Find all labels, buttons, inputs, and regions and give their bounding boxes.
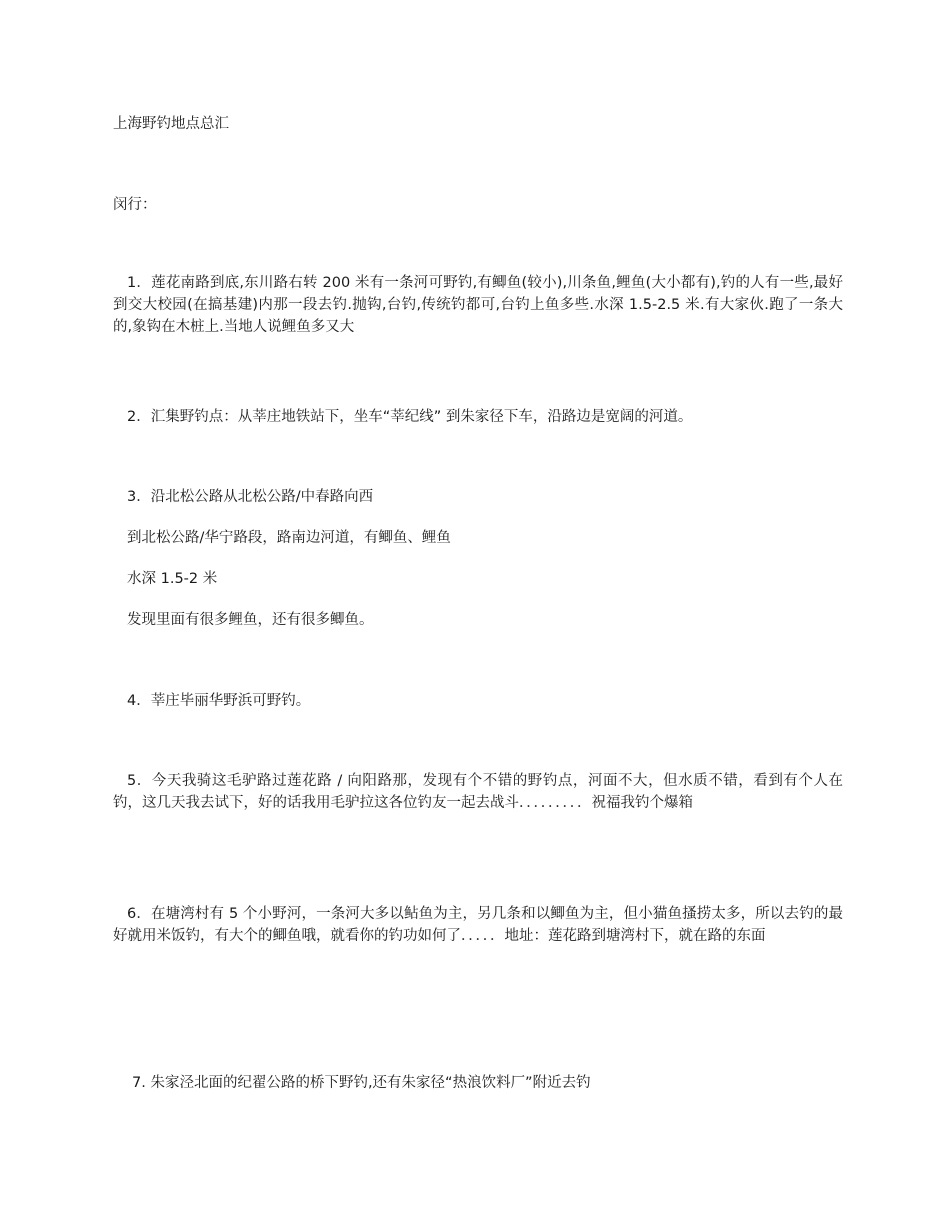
list-item-3: 3．沿北松公路从北松公路/中春路向西 — [127, 489, 374, 505]
district-heading: 闵行： — [113, 197, 157, 213]
list-item-5: 5．今天我骑这毛驴路过莲花路 / 向阳路那，发现有个不错的野钓点，河面不大，但水质不错，看到有个人在钓，这几天我去试下，好的话我用毛驴拉这各位钓友一起去战斗．．．．．．．．．祝福我钓个爆箱 — [113, 773, 843, 811]
list-item-1: 1．莲花南路到底,东川路右转 200 米有一条河可野钓,有鲫鱼(较小),川条鱼,鲤鱼(大小都有),钓的人有一些,最好到交大校园(在搞基建)内那一段去钓.抛钩,台钓,传统钓都可,台钓上鱼多些.水深 1.5-2.5 米.有大家伙.跑了一条大的,象钩在木桩上.当地人说鲤鱼多又大 — [113, 275, 843, 335]
document-title: 上海野钓地点总汇 — [113, 116, 229, 132]
list-item-6: 6．在塘湾村有 5 个小野河，一条河大多以鲇鱼为主，另几条和以鲫鱼为主，但小猫鱼搔捞太多，所以去钓的最好就用米饭钓，有大个的鲫鱼哦，就看你的钓功如何了．．．．．地址：莲花路到塘湾村下，就在路的东面 — [113, 906, 843, 944]
list-item-7: 7. 朱家泾北面的纪翟公路的桥下野钓,还有朱家径“热浪饮料厂”附近去钓 — [132, 1075, 591, 1091]
list-item-2: 2．汇集野钓点：从莘庄地铁站下，坐车“莘纪线” 到朱家径下车，沿路边是宽阔的河道。 — [127, 409, 693, 425]
list-item-3-line-4: 发现里面有很多鲤鱼，还有很多鲫鱼。 — [127, 612, 374, 628]
list-item-4: 4．莘庄毕丽华野浜可野钓。 — [127, 693, 311, 709]
list-item-3-line-3: 水深 1.5-2 米 — [127, 571, 218, 587]
list-item-3-line-2: 到北松公路/华宁路段，路南边河道，有鲫鱼、鲤鱼 — [127, 530, 451, 546]
